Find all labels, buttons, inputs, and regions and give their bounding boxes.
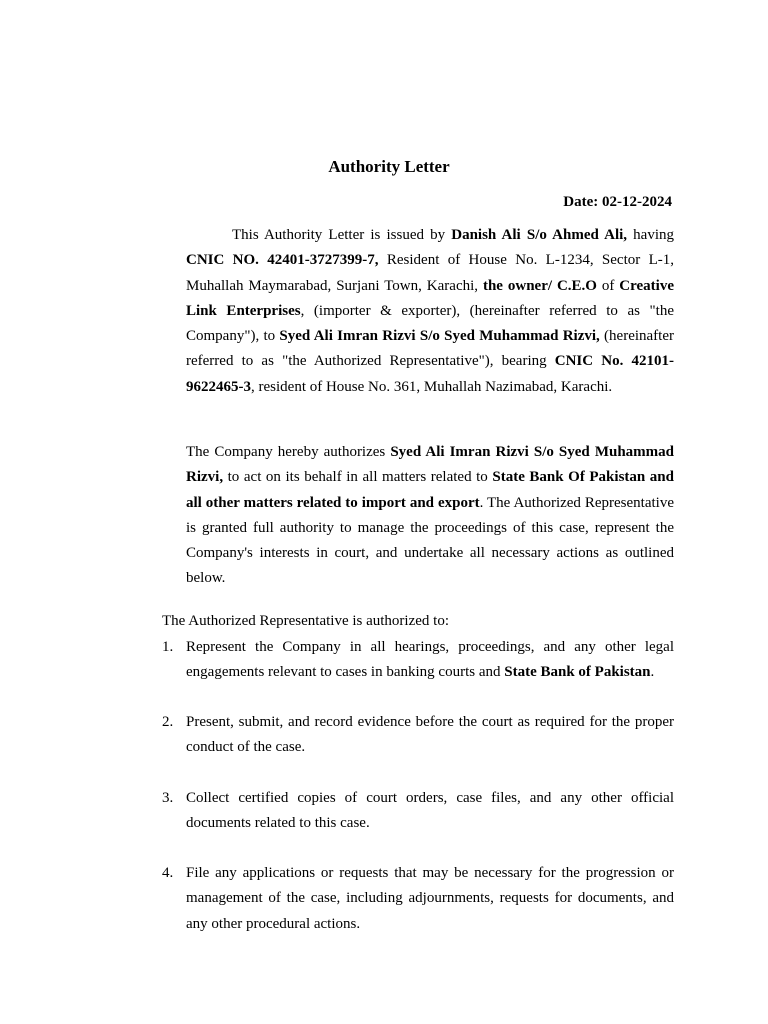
text-segment: , (importer & exporter), (hereinafter referred to as "the Company"), to	[186, 302, 674, 345]
text-segment: The Company hereby authorizes	[186, 444, 391, 460]
list-item-text: Present, submit, and record evidence before the court as required for the proper conduct of the case.	[186, 714, 674, 756]
text-segment: Resident of House No. L-1234, Sector L-1, Muhallah Maymarabad, Surjani Town, Karachi,	[186, 252, 674, 294]
text-segment: .	[650, 664, 655, 681]
list-item-number: 2.	[162, 714, 174, 730]
representative-name: Syed Ali Imran Rizvi S/o Syed Muhammad Rizvi,	[279, 328, 600, 345]
text-segment: This Authority Letter is issued by	[232, 227, 452, 243]
text-segment: Represent the Company in all hearings, proceedings, and any other legal engagements relevant to cases in banking courts and	[186, 639, 674, 681]
list-item-text	[186, 635, 674, 686]
authorized-matters: State Bank Of Pakistan and all other matters related to import and export	[186, 469, 674, 511]
text-segment: having	[627, 227, 674, 243]
text-segment: to act on its behalf in all matters related to	[223, 469, 493, 486]
list-item-text: File any applications or requests that may be necessary for the progression or management of the case, including adjournments, requests for documents, and any other procedural actions.	[186, 865, 674, 932]
list-item-number: 1.	[162, 639, 174, 655]
list-intro: The Authorized Representative is authorized to:	[162, 613, 449, 629]
text-segment: (hereinafter referred to as "the Authorized Representative"), bearing	[186, 328, 674, 370]
document-date: Date: 02-12-2024	[563, 194, 672, 210]
representative-cnic: CNIC No. 42101-9622465-3	[186, 353, 674, 395]
company-name: Creative Link Enterprises	[186, 277, 674, 319]
paragraph-issuance	[186, 223, 674, 400]
issuer-name: Danish Ali S/o Ahmed Ali,	[451, 227, 628, 243]
list-item-number: 4.	[162, 865, 174, 881]
list-item-number: 3.	[162, 790, 174, 806]
issuer-cnic: CNIC NO. 42401-3727399-7,	[186, 252, 379, 269]
representative-name: Syed Ali Imran Rizvi S/o Syed Muhammad Rizvi,	[186, 444, 674, 486]
text-segment: of	[596, 277, 620, 294]
text-segment: , resident of House No. 361, Muhallah Nazimabad, Karachi.	[251, 378, 613, 395]
list-item-text: Collect certified copies of court orders, case files, and any other official documents related to this case.	[186, 790, 674, 832]
document-title: Authority Letter	[328, 157, 450, 176]
paragraph-authorization	[186, 440, 674, 592]
bold-text: State Bank of Pakistan	[504, 664, 651, 681]
issuer-role: the owner/ C.E.O	[482, 277, 597, 294]
text-segment: . The Authorized Representative is granted full authority to manage the proceedings of this case, represent the Company's interests in court, and undertake all necessary actions as outlined below.	[186, 494, 674, 587]
